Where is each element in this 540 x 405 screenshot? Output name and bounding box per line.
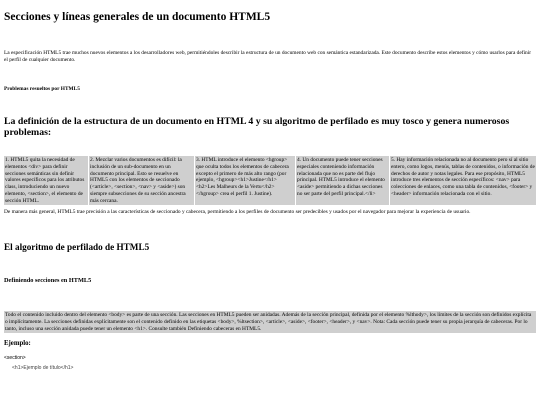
problems-table [4,156,536,205]
problem-cell: 2. Mezclar varios documentos es difícil: la inclusión de un sub-documento en un documento principal. Esto se resuelve en HTML5 con los elementos de seccionado (<article>, <section>, <nav> y <aside>) son siempre subsecciones de su sección ancestra más cercana. [89,156,195,205]
page-title: Secciones y líneas generales de un documento HTML5 [4,11,271,23]
problems-heading: La definición de la estructura de un documento en HTML 4 y su algoritmo de perfilado es muy tosco y genera numerosos problemas: [4,115,510,139]
problem-cell: 4. Un documento puede tener secciones especiales conteniendo información relacionada que no es parte del flujo principal. HTML5 introduce el elemento <aside> permitiendo a dichas secciones no ser parte del perfil principal.</li> [296,156,390,205]
table-row [4,156,536,205]
defining-sections-heading: Definiendo secciones en HTML5 [4,277,92,285]
example-heading: Ejemplo: [4,340,31,348]
code-line: <h1>Ejemplo de título</h1> [12,365,74,371]
code-line: <section> [4,354,26,361]
problems-resolved-label: Problemas resueltos por HTML5 [4,85,80,92]
problem-cell: 3. HTML introduce el elemento <hgroup> que oculta todos los elementos de cabecera excepto el primero de más alto rango (por ejemplo, <hgroup><h1>Justine</h1><h2>Les Malheurs de la Vertu</h2></hgroup> crea el perfil 1. Justine). [195,156,296,205]
problem-cell: 1. HTML5 quita la necesidad de elementos <div> para definir secciones semánticas sin definir valores específicos para los atributos class, introduciendo un nuevo elemento, <section>, el elemento de sección HTML. [4,156,89,205]
intro-paragraph: La especificación HTML5 trae muchos nuevos elementos a los desarrolladores web, permitiéndoles describir la estructura de un documento web con semántica estandarizada. Este documento describe estos elementos y cómo usarlos para definir el perfil de cualquier documento. [4,50,532,64]
problem-cell: 5. Hay información relacionada no al documento pero sí al sitio entero, como logos, menús, tablas de contenidos, o información de derechos de autor y notas legales. Para ese propósito, HTML5 introduce tres elementos de sección específicos: <nav> para colecciones de enlaces, como una tabla de contenidos, <footer> y <header> información relacionada con el sitio. [390,156,536,205]
summary-paragraph: De manera más general, HTML5 trae precisión a las características de seccionado y cabecera, permitiendo a los perfiles de documento ser predecibles y usados por el navegador para mejorar la experiencia de usuario. [4,209,471,216]
algorithm-heading: El algoritmo de perfilado de HTML5 [4,242,150,253]
sections-note: Todo el contenido incluido dentro del elemento <body> es parte de una sección. Las secciones en HTML5 pueden ser anidadas. Además de la sección principal, definida por el elemento %lthody>, los límites de la sección son definidos explícita o implícitamente. La secciones definidas explícitamente son el contenido definido en las etiquetas <body>, %ltsection>, <article>, <aside>, <footer>, <header>, y <nav>. Nota: Cada sección puede tener su propia jerarquía de cabeceras. Por lo tanto, incluso una sección anidada puede tener un elemento <h1>. Consulte también Definiendo cabeceras en HTML5. [4,311,536,333]
